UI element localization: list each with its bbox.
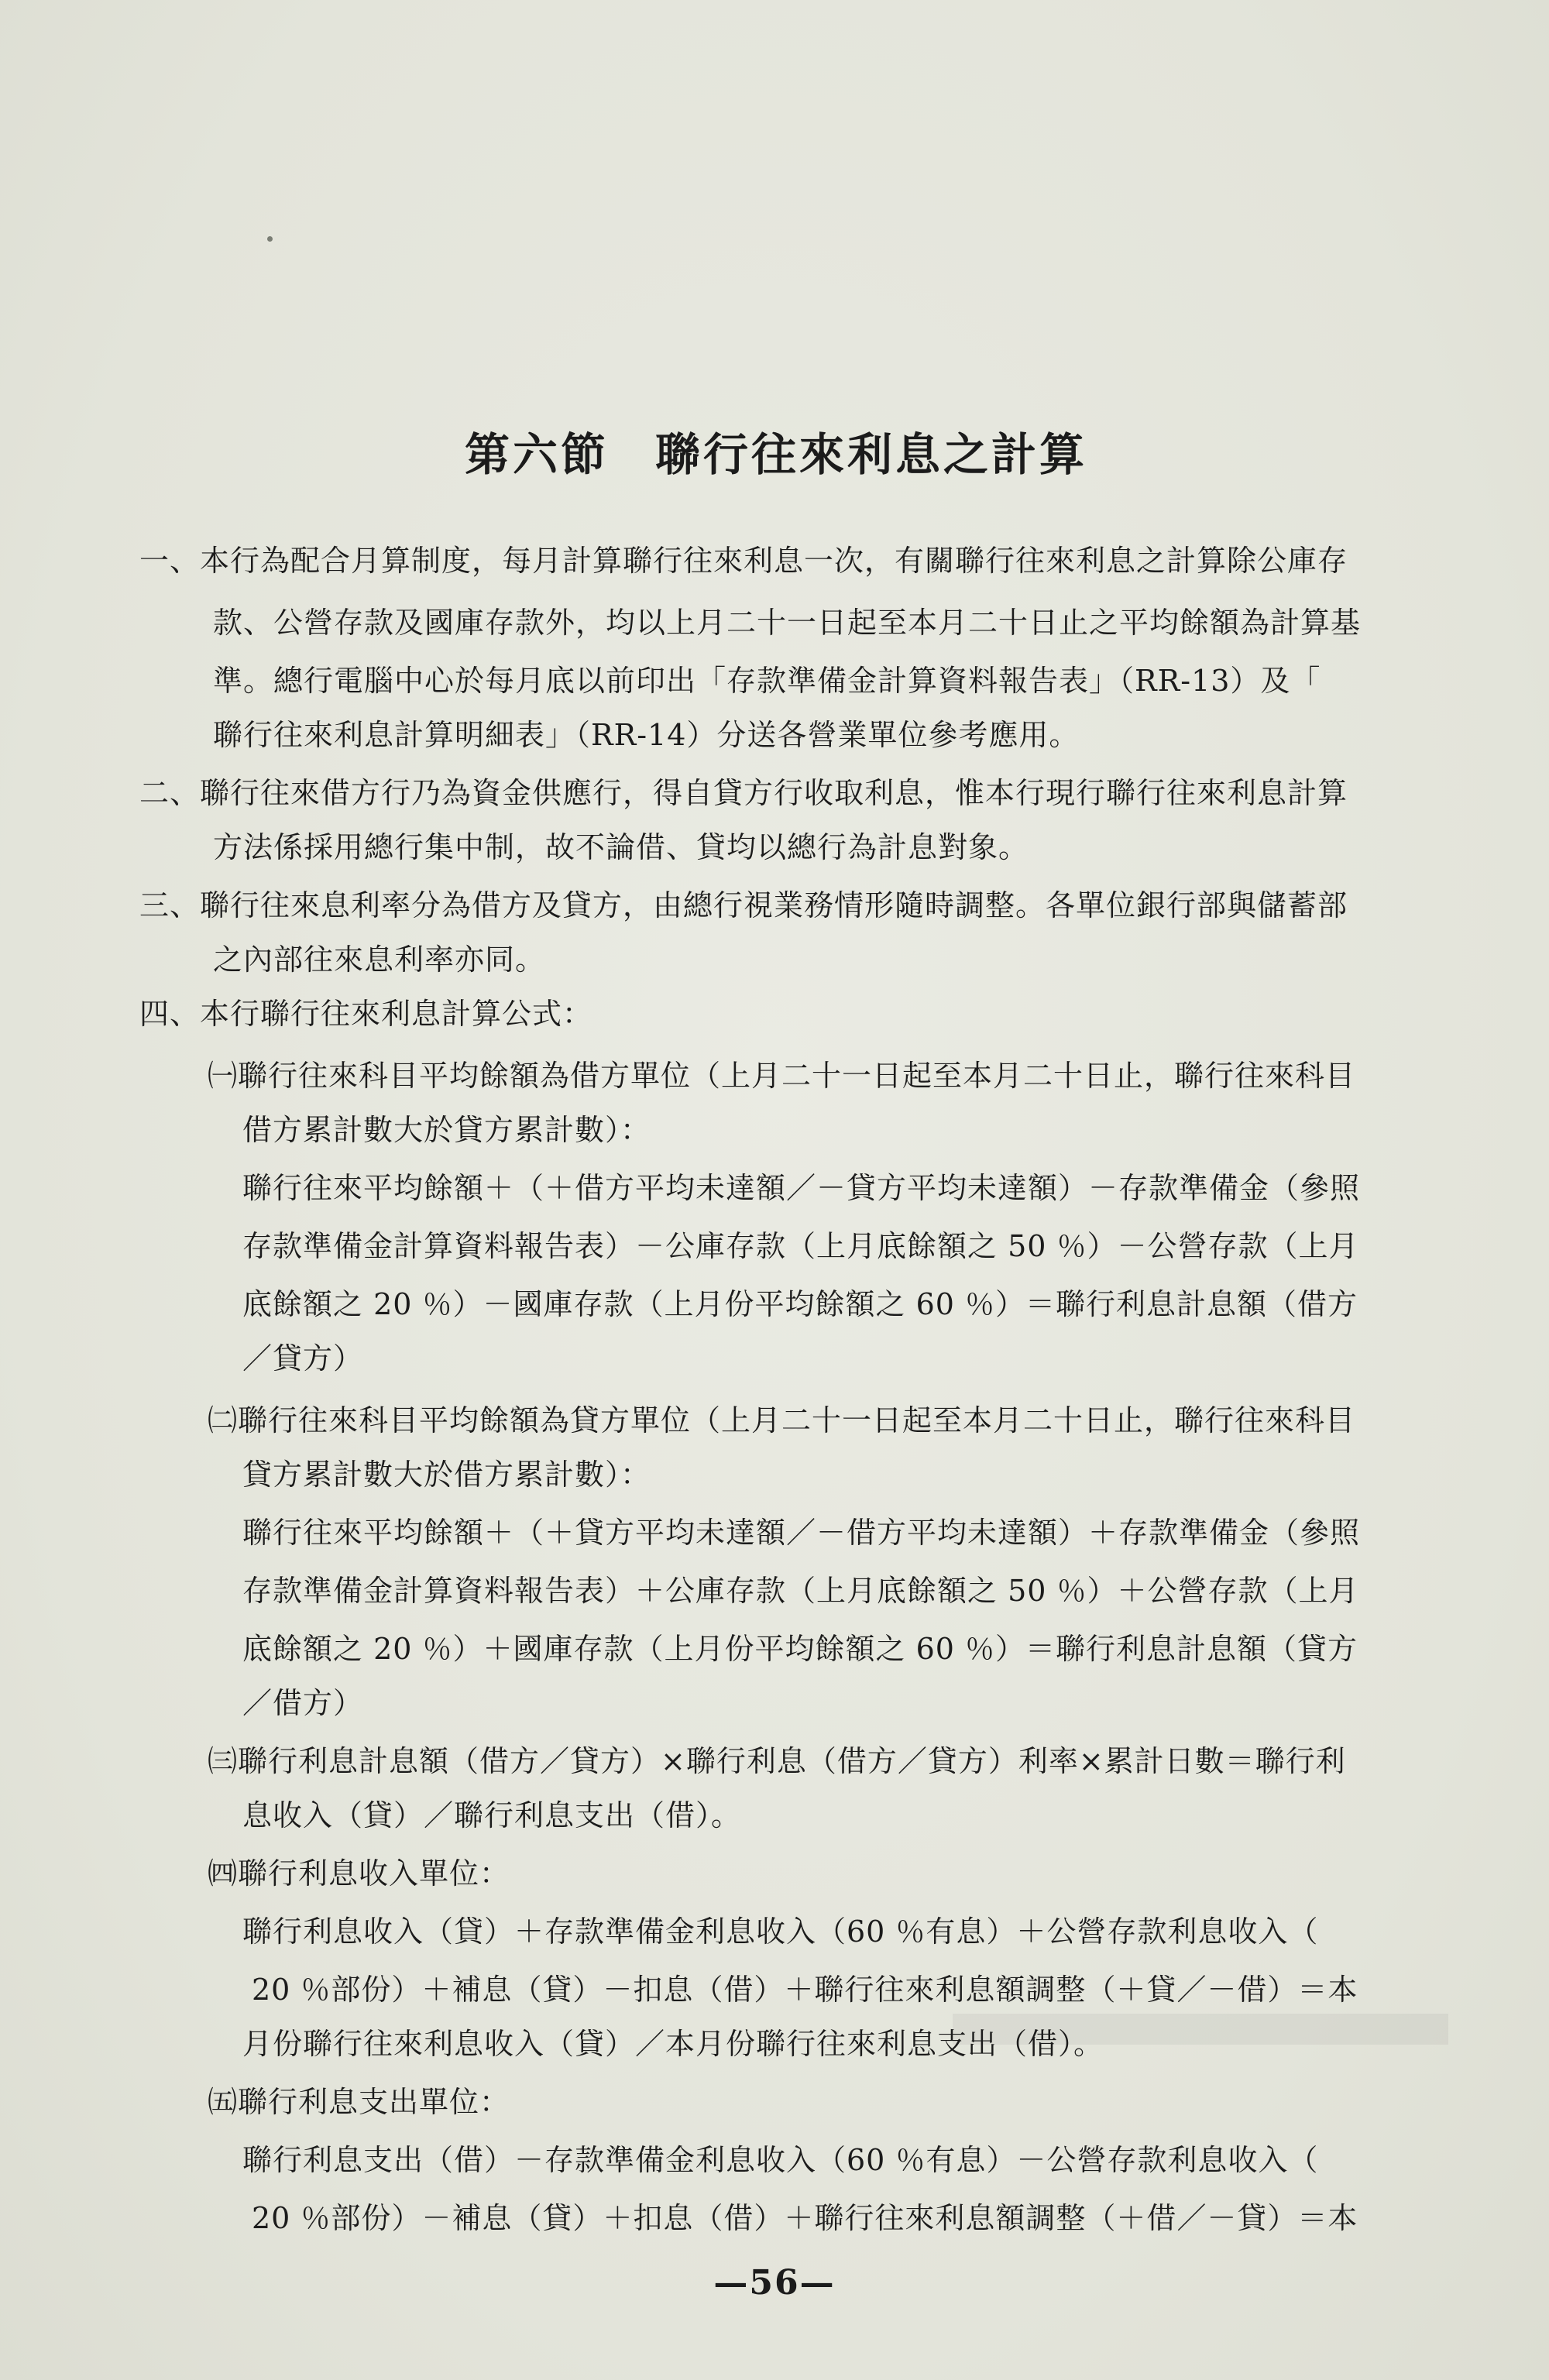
- text-line: ㈠聯行往來科目平均餘額為借方單位（上月二十一日起至本月二十日止，聯行往來科目: [208, 1059, 1356, 1093]
- text-line: 聯行往來利息計算明細表」（RR-14）分送各營業單位參考應用。: [213, 718, 1080, 752]
- text-line: 款、公營存款及國庫存款外，均以上月二十一日起至本月二十日止之平均餘額為計算基: [213, 606, 1362, 640]
- text-line: 一、本行為配合月算制度，每月計算聯行往來利息一次，有關聯行往來利息之計算除公庫存: [139, 544, 1348, 578]
- text-line: 之內部往來息利率亦同。: [213, 943, 546, 977]
- text-line: 貸方累計數大於借方累計數）：: [242, 1458, 651, 1492]
- text-line: 聯行利息收入（貸）＋存款準備金利息收入（60 ％有息）＋公營存款利息收入（: [242, 1915, 1319, 1949]
- text-line: ㈣聯行利息收入單位：: [208, 1856, 510, 1891]
- text-line: 月份聯行往來利息收入（貸）／本月份聯行往來利息支出（借）。: [242, 2027, 1104, 2061]
- text-line: 聯行往來平均餘額＋（＋借方平均未達額／－貸方平均未達額）－存款準備金（參照: [242, 1171, 1361, 1205]
- paper-speck: [267, 236, 273, 242]
- text-line: ／貸方）: [242, 1341, 364, 1375]
- section-heading: 第六節: [465, 428, 610, 481]
- text-line: 20 ％部份）－補息（貸）＋扣息（借）＋聯行往來利息額調整（＋借／－貸）＝本: [252, 2201, 1358, 2235]
- section-title-text: 聯行往來利息之計算: [655, 428, 1088, 481]
- text-line: ㈡聯行往來科目平均餘額為貸方單位（上月二十一日起至本月二十日止，聯行往來科目: [208, 1403, 1356, 1437]
- text-line: 三、聯行往來息利率分為借方及貸方，由總行視業務情形隨時調整。各單位銀行部與儲蓄部: [139, 888, 1348, 922]
- text-line: 聯行往來平均餘額＋（＋貸方平均未達額／－借方平均未達額）＋存款準備金（參照: [242, 1516, 1361, 1550]
- text-line: 20 ％部份）＋補息（貸）－扣息（借）＋聯行往來利息額調整（＋貸／－借）＝本: [252, 1973, 1358, 2007]
- text-line: 準。總行電腦中心於每月底以前印出「存款準備金計算資料報告表」（RR-13）及「: [213, 664, 1321, 698]
- page-number: —56—: [713, 2263, 836, 2303]
- text-line: 息收入（貸）／聯行利息支出（借）。: [242, 1798, 742, 1832]
- text-line: ㈢聯行利息計息額（借方／貸方）×聯行利息（借方／貸方）利率×累計日數＝聯行利: [208, 1744, 1346, 1778]
- text-line: 存款準備金計算資料報告表）－公庫存款（上月底餘額之 50 ％）－公營存款（上月: [242, 1229, 1359, 1263]
- text-line: 四、本行聯行往來利息計算公式：: [139, 997, 593, 1031]
- text-line: ／借方）: [242, 1686, 364, 1720]
- text-line: 底餘額之 20 ％）－國庫存款（上月份平均餘額之 60 ％）＝聯行利息計息額（借方: [242, 1287, 1358, 1321]
- text-line: 聯行利息支出（借）－存款準備金利息收入（60 ％有息）－公營存款利息收入（: [242, 2143, 1319, 2177]
- text-line: ㈤聯行利息支出單位：: [208, 2085, 510, 2119]
- text-line: 底餘額之 20 ％）＋國庫存款（上月份平均餘額之 60 ％）＝聯行利息計息額（貸方: [242, 1632, 1358, 1666]
- text-line: 借方累計數大於貸方累計數）：: [242, 1113, 651, 1147]
- text-line: 方法係採用總行集中制，故不論借、貸均以總行為計息對象。: [213, 830, 1029, 864]
- text-line: 存款準備金計算資料報告表）＋公庫存款（上月底餘額之 50 ％）＋公營存款（上月: [242, 1574, 1359, 1608]
- text-line: 二、聯行往來借方行乃為資金供應行，得自貸方行收取利息，惟本行現行聯行往來利息計算: [139, 776, 1348, 810]
- section-title: [465, 418, 1100, 483]
